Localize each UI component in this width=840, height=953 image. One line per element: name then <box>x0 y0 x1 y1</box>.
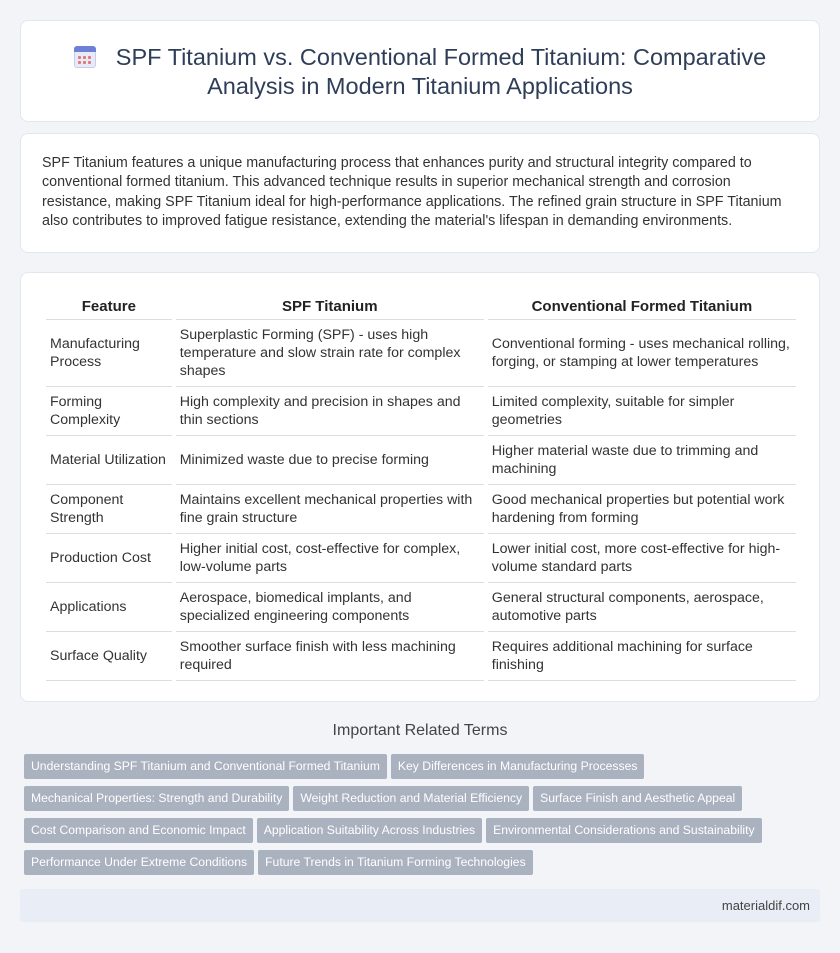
table-row <box>46 534 796 583</box>
row-conventional-value: Lower initial cost, more cost-effective for high-volume standard parts <box>488 534 796 583</box>
page-title <box>21 43 819 101</box>
table-header-row <box>46 296 796 320</box>
intro-paragraph: SPF Titanium features a unique manufacturing process that enhances purity and structural integrity compared to conventional formed titanium. This advanced technique results in superior mechanical strength and corrosion resistance, making SPF Titanium ideal for high-performance applications. The refined grain structure in SPF Titanium also contributes to improved fatigue resistance, extending the material's lifespan in demanding environments. <box>42 155 782 229</box>
row-feature: Surface Quality <box>46 632 172 681</box>
related-term-tag[interactable]: Key Differences in Manufacturing Processes <box>391 754 645 779</box>
comparison-card <box>20 272 820 702</box>
header-feature: Feature <box>46 296 172 320</box>
related-terms-title: Important Related Terms <box>332 722 508 739</box>
row-conventional-value: General structural components, aerospace, automotive parts <box>488 583 796 632</box>
table-row <box>46 436 796 485</box>
related-term-tag[interactable]: Application Suitability Across Industries <box>257 818 482 843</box>
row-feature: Applications <box>46 583 172 632</box>
title-line-1: SPF Titanium vs. Conventional Formed Titanium: Comparative <box>115 44 767 70</box>
row-feature: Production Cost <box>46 534 172 583</box>
site-name[interactable]: materialdif.com <box>721 898 810 913</box>
tag-row <box>24 818 794 850</box>
header-card <box>20 20 820 122</box>
related-term-tag[interactable]: Mechanical Properties: Strength and Durability <box>24 786 289 811</box>
related-terms-list <box>24 754 794 882</box>
row-conventional-value: Higher material waste due to trimming and machining <box>488 436 796 485</box>
row-spf-value: Superplastic Forming (SPF) - uses high temperature and slow strain rate for complex shapes <box>176 320 484 387</box>
row-feature: Manufacturing Process <box>46 320 172 387</box>
row-conventional-value: Limited complexity, suitable for simpler geometries <box>488 387 796 436</box>
related-term-tag[interactable]: Understanding SPF Titanium and Conventional Formed Titanium <box>24 754 387 779</box>
row-spf-value: Minimized waste due to precise forming <box>176 436 484 485</box>
table-row <box>46 632 796 681</box>
table-row <box>46 387 796 436</box>
related-term-tag[interactable]: Performance Under Extreme Conditions <box>24 850 254 875</box>
related-term-tag[interactable]: Future Trends in Titanium Forming Technologies <box>258 850 533 875</box>
table-row <box>46 485 796 534</box>
row-spf-value: Maintains excellent mechanical properties with fine grain structure <box>176 485 484 534</box>
table-row <box>46 583 796 632</box>
related-term-tag[interactable]: Surface Finish and Aesthetic Appeal <box>533 786 742 811</box>
row-feature: Component Strength <box>46 485 172 534</box>
row-feature: Forming Complexity <box>46 387 172 436</box>
row-spf-value: Higher initial cost, cost-effective for complex, low-volume parts <box>176 534 484 583</box>
related-term-tag[interactable]: Cost Comparison and Economic Impact <box>24 818 253 843</box>
row-spf-value: Smoother surface finish with less machining required <box>176 632 484 681</box>
row-spf-value: Aerospace, biomedical implants, and specialized engineering components <box>176 583 484 632</box>
tag-row <box>24 850 794 882</box>
row-feature: Material Utilization <box>46 436 172 485</box>
related-term-tag[interactable]: Weight Reduction and Material Efficiency <box>293 786 529 811</box>
row-spf-value: High complexity and precision in shapes and thin sections <box>176 387 484 436</box>
calendar-icon <box>74 46 96 68</box>
intro-card <box>20 133 820 253</box>
comparison-table <box>42 296 800 681</box>
table-row <box>46 320 796 387</box>
tag-row <box>24 754 794 786</box>
related-term-tag[interactable]: Environmental Considerations and Sustainability <box>486 818 762 843</box>
row-conventional-value: Requires additional machining for surface finishing <box>488 632 796 681</box>
tag-row <box>24 786 794 818</box>
header-spf-titanium: SPF Titanium <box>176 296 484 320</box>
header-conventional-titanium: Conventional Formed Titanium <box>488 296 796 320</box>
footer-bar <box>20 889 820 922</box>
row-conventional-value: Good mechanical properties but potential work hardening from forming <box>488 485 796 534</box>
title-line-2: Analysis in Modern Titanium Applications <box>207 73 633 99</box>
row-conventional-value: Conventional forming - uses mechanical rolling, forging, or stamping at lower temperatures <box>488 320 796 387</box>
